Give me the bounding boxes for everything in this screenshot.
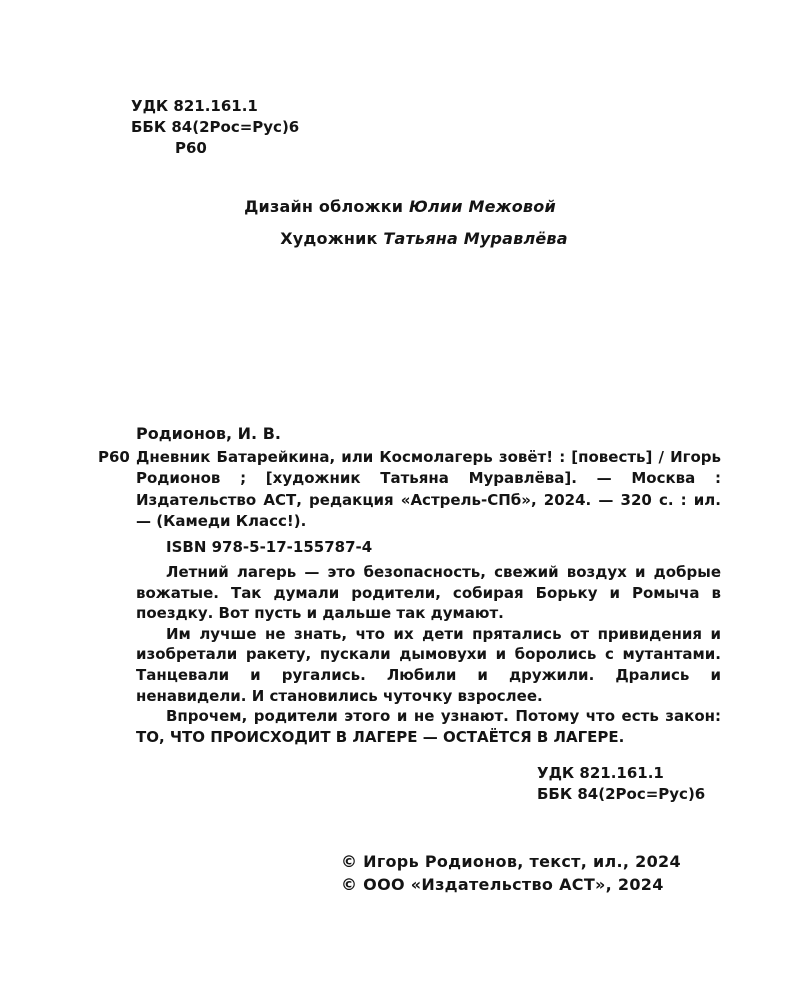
bbk-code: ББК 84(2Рос=Рус)6 bbox=[537, 785, 706, 803]
artist-credit bbox=[24, 229, 800, 248]
author-mark: Р60 bbox=[175, 139, 207, 157]
udk-code: УДК 821.161.1 bbox=[131, 97, 258, 115]
copyright-author: © Игорь Родионов, текст, ил., 2024 bbox=[341, 852, 681, 871]
annotation-paragraph: Впрочем, родители этого и не узнают. Потому что есть закон: ТО, ЧТО ПРОИСХОДИТ В ЛАГЕРЕ — ОСТАЁТСЯ В ЛАГЕРЕ. bbox=[136, 707, 721, 746]
udk-code: УДК 821.161.1 bbox=[537, 764, 664, 782]
isbn: ISBN 978-5-17-155787-4 bbox=[166, 538, 373, 556]
annotation-paragraph: Им лучше не знать, что их дети прятались от привидения и изобретали ракету, пускали дымовухи и боролись с мутантами. Танцевали и ругались. Любили и дружили. Дрались и ненавидели. И становились чуточку взрослее. bbox=[136, 624, 721, 705]
catalog-author: Родионов, И. В. bbox=[136, 424, 281, 443]
classification-block-top bbox=[131, 96, 299, 159]
annotation bbox=[136, 562, 721, 747]
catalog-entry: Дневник Батарейкина, или Космолагерь зовёт! : [повесть] / Игорь Родионов ; [художник Татьяна Муравлёва]. — Москва : Издательство АСТ, редакция «Астрель-СПб», 2024. — 320 с. : ил. — (Камеди Класс!). bbox=[136, 448, 721, 530]
copyright-block bbox=[341, 850, 681, 896]
bbk-code: ББК 84(2Рос=Рус)6 bbox=[131, 118, 300, 136]
artist-label: Художник bbox=[280, 229, 378, 248]
classification-block-bottom bbox=[537, 763, 705, 805]
cover-designer-name: Юлии Межовой bbox=[408, 197, 556, 216]
annotation-paragraph: Летний лагерь — это безопасность, свежий воздух и добрые вожатые. Так думали родители, собирая Борьку и Ромыча в поездку. Вот пусть и дальше так думают. bbox=[136, 563, 721, 623]
copyright-publisher: © ООО «Издательство АСТ», 2024 bbox=[341, 875, 664, 894]
cover-design-credit bbox=[0, 197, 800, 216]
artist-name: Татьяна Муравлёва bbox=[383, 229, 568, 248]
catalog-author-mark: Р60 bbox=[98, 448, 130, 466]
cover-design-label: Дизайн обложки bbox=[244, 197, 404, 216]
